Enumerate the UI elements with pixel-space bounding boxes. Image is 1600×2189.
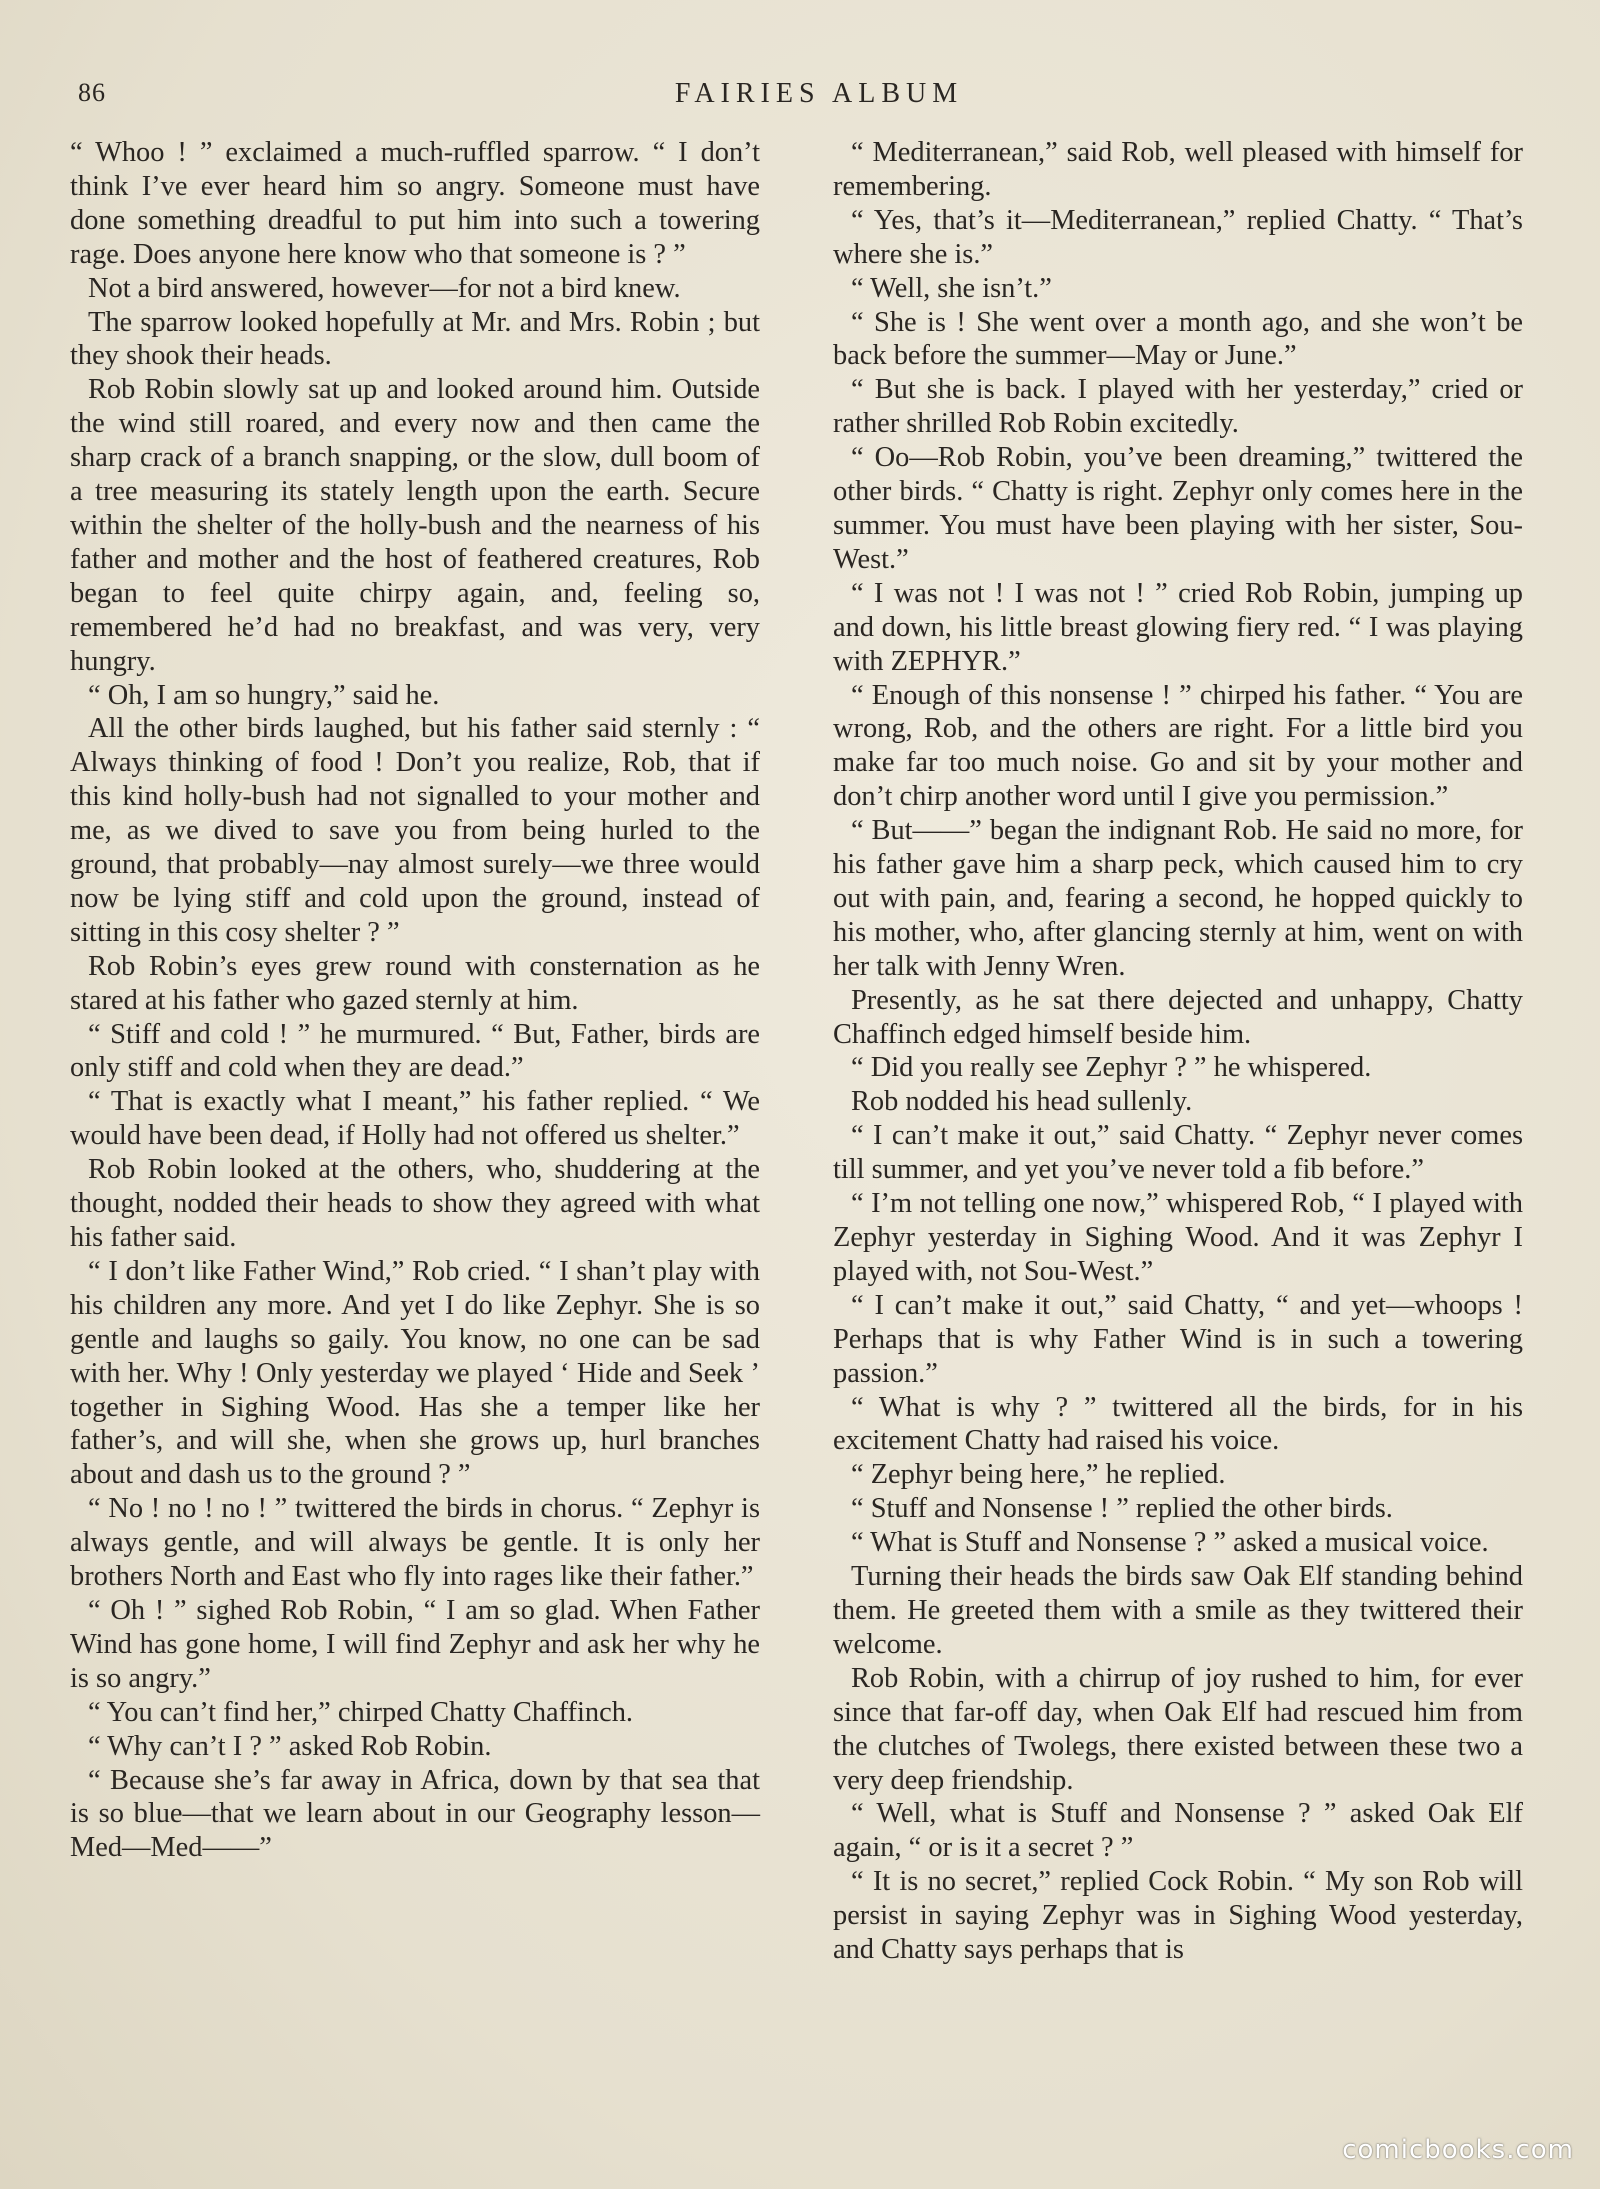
paragraph: Rob Robin, with a chirrup of joy rushed to him, for ever since that far-off day, when Oak Elf had rescued him from the clutches of Twolegs, there existed between these two a very deep friendship. <box>833 1662 1523 1796</box>
page-header <box>78 78 1560 118</box>
paragraph: “ Did you really see Zephyr ? ” he whispered. <box>851 1052 1372 1084</box>
paragraph: “ But——” began the indignant Rob. He said no more, for his father gave him a sharp peck, which caused him to cry out with pain, and, fearing a second, he hopped quickly to his mother, who, after glancing sternly at him, went on with her talk with Jenny Wren. <box>833 815 1523 982</box>
paragraph: “ She is ! She went over a month ago, and she won’t be back before the summer—May or June.” <box>833 306 1523 372</box>
paragraph: “ Mediterranean,” said Rob, well pleased with himself for remembering. <box>833 137 1523 202</box>
paragraph: “ I can’t make it out,” said Chatty. “ Zephyr never comes till summer, and yet you’ve never told a fib before.” <box>833 1120 1523 1186</box>
paragraph: “ What is Stuff and Nonsense ? ” asked a musical voice. <box>851 1527 1489 1559</box>
paragraph: “ Why can’t I ? ” asked Rob Robin. <box>88 1730 492 1762</box>
paragraph: “ Oh ! ” sighed Rob Robin, “ I am so glad. When Father Wind has gone home, I will find Zephyr and ask her why he is so angry.” <box>70 1594 760 1694</box>
paragraph: Turning their heads the birds saw Oak Elf standing behind them. He greeted them with a smile as they twittered their welcome. <box>833 1561 1523 1660</box>
paragraph: “ Because she’s far away in Africa, down by that sea that is so blue—that we learn about in our Geography lesson—Med—Med——” <box>70 1764 760 1864</box>
paragraph: “ Yes, that’s it—Mediterranean,” replied Chatty. “ That’s where she is.” <box>833 204 1523 270</box>
paragraph: “ That is exactly what I meant,” his father replied. “ We would have been dead, if Holly had not offered us shelter.” <box>70 1086 760 1152</box>
paragraph: “ I don’t like Father Wind,” Rob cried. “ I shan’t play with his children any more. And yet I do like Zephyr. She is so gentle and laughs so gaily. You know, no one can be sad with her. Why ! Only yesterday we played ‘ Hide and Seek ’ together in Sighing Wood. Has she a temper like her father’s, and will she, when she grows up, hurl branches about and dash us to the ground ? ” <box>70 1255 760 1491</box>
paragraph: “ Zephyr being here,” he replied. <box>851 1459 1226 1491</box>
running-head: FAIRIES ALBUM <box>674 78 964 109</box>
paragraph: All the other birds laughed, but his father said sternly : “ Always thinking of food ! Don’t you realize, Rob, that if this kind holly-bush had not signalled to your mother and me, as we dived to save you from being hurled to the ground, that probably—nay almost surely—we three would now be lying stiff and cold upon the ground, instead of sitting in this cosy shelter ? ” <box>70 713 760 948</box>
paragraph: “ It is no secret,” replied Cock Robin. “ My son Rob will persist in saying Zephyr was in Sighing Wood yesterday, and Chatty says perhaps that is <box>833 1866 1523 1966</box>
paragraph: “ Well, she isn’t.” <box>851 272 1052 304</box>
paragraph: Rob Robin’s eyes grew round with consternation as he stared at his father who gazed sternly at him. <box>70 950 760 1016</box>
paragraph: The sparrow looked hopefully at Mr. and Mrs. Robin ; but they shook their heads. <box>70 306 760 372</box>
left-column <box>70 136 760 1865</box>
right-column <box>833 136 1523 1967</box>
paragraph: “ But she is back. I played with her yesterday,” cried or rather shrilled Rob Robin excitedly. <box>833 374 1523 440</box>
paragraph: “ You can’t find her,” chirped Chatty Chaffinch. <box>88 1696 633 1728</box>
paragraph: “ No ! no ! no ! ” twittered the birds in chorus. “ Zephyr is always gentle, and will always be gentle. It is only her brothers North and East who fly into rages like their father.” <box>70 1493 760 1593</box>
paragraph: “ I was not ! I was not ! ” cried Rob Robin, jumping up and down, his little breast glowing fiery red. “ I was playing with ZEPHYR.” <box>833 577 1523 677</box>
paragraph: Not a bird answered, however—for not a bird knew. <box>88 272 681 304</box>
paragraph: “ I’m not telling one now,” whispered Rob, “ I played with Zephyr yesterday in Sighing Wood. And it was Zephyr I played with, not Sou-West.” <box>833 1188 1523 1287</box>
paragraph: Rob Robin looked at the others, who, shuddering at the thought, nodded their heads to show they agreed with what his father said. <box>70 1154 760 1253</box>
paragraph: “ Oo—Rob Robin, you’ve been dreaming,” twittered the other birds. “ Chatty is right. Zephyr only comes here in the summer. You must have been playing with her sister, Sou-West.” <box>833 442 1523 575</box>
paragraph: “ Stuff and Nonsense ! ” replied the other birds. <box>851 1493 1393 1525</box>
show-through-decoration: ​ <box>1555 91 1585 228</box>
paragraph: Rob Robin slowly sat up and looked around him. Outside the wind still roared, and every now and then came the sharp crack of a branch snapping, or the slow, dull boom of a tree measuring its stately length upon the earth. Secure within the shelter of the holly-bush and the nearness of his father and mother and the host of feathered creatures, Rob began to feel quite chirpy again, and, feeling so, remembered he’d had no breakfast, and was very, very hungry. <box>70 374 760 677</box>
paragraph: “ Oh, I am so hungry,” said he. <box>88 679 440 711</box>
watermark: comicbooks.com <box>1342 2135 1574 2165</box>
paragraph: “ Enough of this nonsense ! ” chirped his father. “ You are wrong, Rob, and the others are right. For a little bird you make far too much noise. Go and sit by your mother and don’t chirp another word until I give you permission.” <box>833 679 1523 813</box>
page-number: 86 <box>78 78 106 107</box>
paragraph: Rob nodded his head sullenly. <box>851 1086 1193 1118</box>
paragraph: Presently, as he sat there dejected and unhappy, Chatty Chaffinch edged himself beside him. <box>833 984 1523 1050</box>
paragraph: “ Well, what is Stuff and Nonsense ? ” asked Oak Elf again, “ or is it a secret ? ” <box>833 1798 1523 1864</box>
paragraph: “ Stiff and cold ! ” he murmured. “ But, Father, birds are only stiff and cold when they are dead.” <box>70 1018 760 1084</box>
paragraph: “ Whoo ! ” exclaimed a much-ruffled sparrow. “ I don’t think I’ve ever heard him so angry. Someone must have done something dreadful to put him into such a towering rage. Does anyone here know who that someone is ? ” <box>70 137 760 270</box>
paragraph: “ I can’t make it out,” said Chatty, “ and yet—whoops ! Perhaps that is why Father Wind is in such a towering passion.” <box>833 1289 1523 1389</box>
paragraph: “ What is why ? ” twittered all the birds, for in his excitement Chatty had raised his voice. <box>833 1391 1523 1457</box>
